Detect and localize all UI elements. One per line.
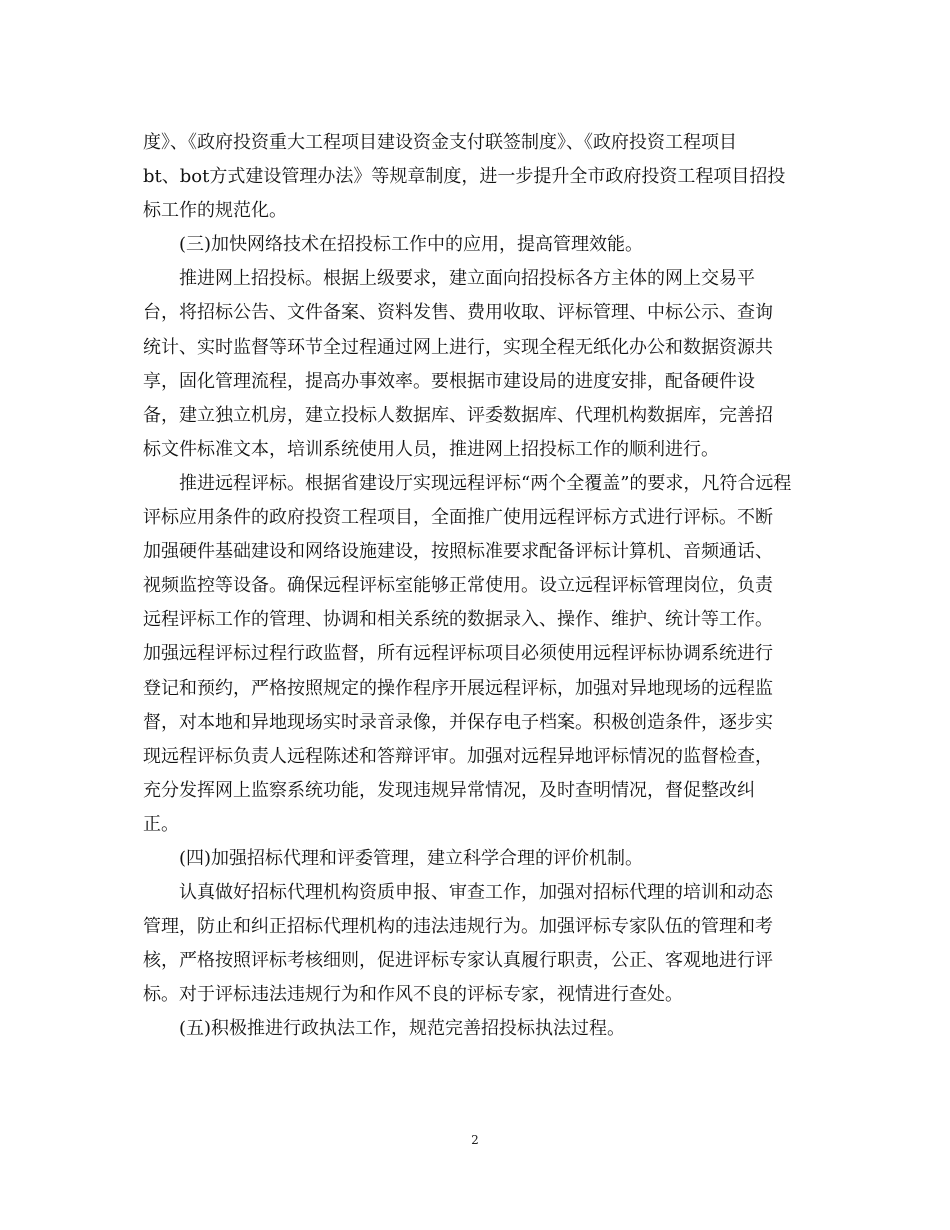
text-line: (三)加快网络技术在招投标工作中的应用，提高管理效能。	[179, 234, 644, 256]
text-line: 正。	[143, 813, 179, 835]
text-line: 登记和预约，严格按照规定的操作程序开展远程评标，加强对异地现场的远程监	[143, 677, 773, 699]
text-line: (五)积极推进行政执法工作，规范完善招投标执法过程。	[179, 1018, 626, 1040]
text-line: (四)加强招标代理和评委管理，建立科学合理的评价机制。	[179, 847, 644, 869]
text-line: 标文件标准文本，培训系统使用人员，推进网上招投标工作的顺利进行。	[143, 438, 719, 460]
text-line: 远程评标工作的管理、协调和相关系统的数据录入、操作、维护、统计等工作。	[143, 609, 773, 631]
text-line: 标工作的规范化。	[143, 200, 287, 222]
text-line: 督，对本地和异地现场实时录音录像，并保存电子档案。积极创造条件，逐步实	[143, 711, 773, 733]
text-line: 加强硬件基础建设和网络设施建设，按照标准要求配备评标计算机、音频通话、	[143, 541, 773, 563]
text-line: 认真做好招标代理机构资质申报、审查工作，加强对招标代理的培训和动态	[179, 882, 773, 904]
text-line: 标。对于评标违法违规行为和作风不良的评标专家，视情进行查处。	[143, 984, 683, 1006]
text-line: 度》、《政府投资重大工程项目建设资金支付联签制度》、《政府投资工程项目	[143, 132, 737, 153]
body-text	[143, 126, 815, 1047]
page-number: 2	[471, 1133, 479, 1147]
text-line: 加强远程评标过程行政监督，所有远程评标项目必须使用远程评标协调系统进行	[143, 643, 773, 665]
text-line: 管理，防止和纠正招标代理机构的违法违规行为。加强评标专家队伍的管理和考	[143, 916, 773, 938]
text-line: 统计、实时监督等环节全过程通过网上进行，实现全程无纸化办公和数据资源共	[143, 336, 773, 358]
text-line: 核，严格按照评标考核细则，促进评标专家认真履行职责，公正、客观地进行评	[143, 950, 773, 972]
text-line: 推进网上招投标。根据上级要求，建立面向招投标各方主体的网上交易平	[179, 268, 755, 290]
text-line: 备，建立独立机房，建立投标人数据库、评委数据库、代理机构数据库，完善招	[143, 404, 773, 426]
text-line: 评标应用条件的政府投资工程项目，全面推广使用远程评标方式进行评标。不断	[143, 507, 773, 529]
text-line: 享，固化管理流程，提高办事效率。要根据市建设局的进度安排，配备硬件设	[143, 370, 755, 392]
text-line: bt、bot方式建设管理办法》等规章制度，进一步提升全市政府投资工程项目招投	[143, 166, 786, 188]
text-line: 现远程评标负责人远程陈述和答辩评审。加强对远程异地评标情况的监督检查，	[143, 745, 773, 767]
text-line: 台，将招标公告、文件备案、资料发售、费用收取、评标管理、中标公示、查询	[143, 302, 773, 324]
text-line: 充分发挥网上监察系统功能，发现违规异常情况，及时查明情况，督促整改纠	[143, 779, 755, 801]
text-line: 视频监控等设备。确保远程评标室能够正常使用。设立远程评标管理岗位，负责	[143, 575, 773, 597]
text-line: 推进远程评标。根据省建设厅实现远程评标“两个全覆盖”的要求，凡符合远程	[179, 472, 792, 494]
